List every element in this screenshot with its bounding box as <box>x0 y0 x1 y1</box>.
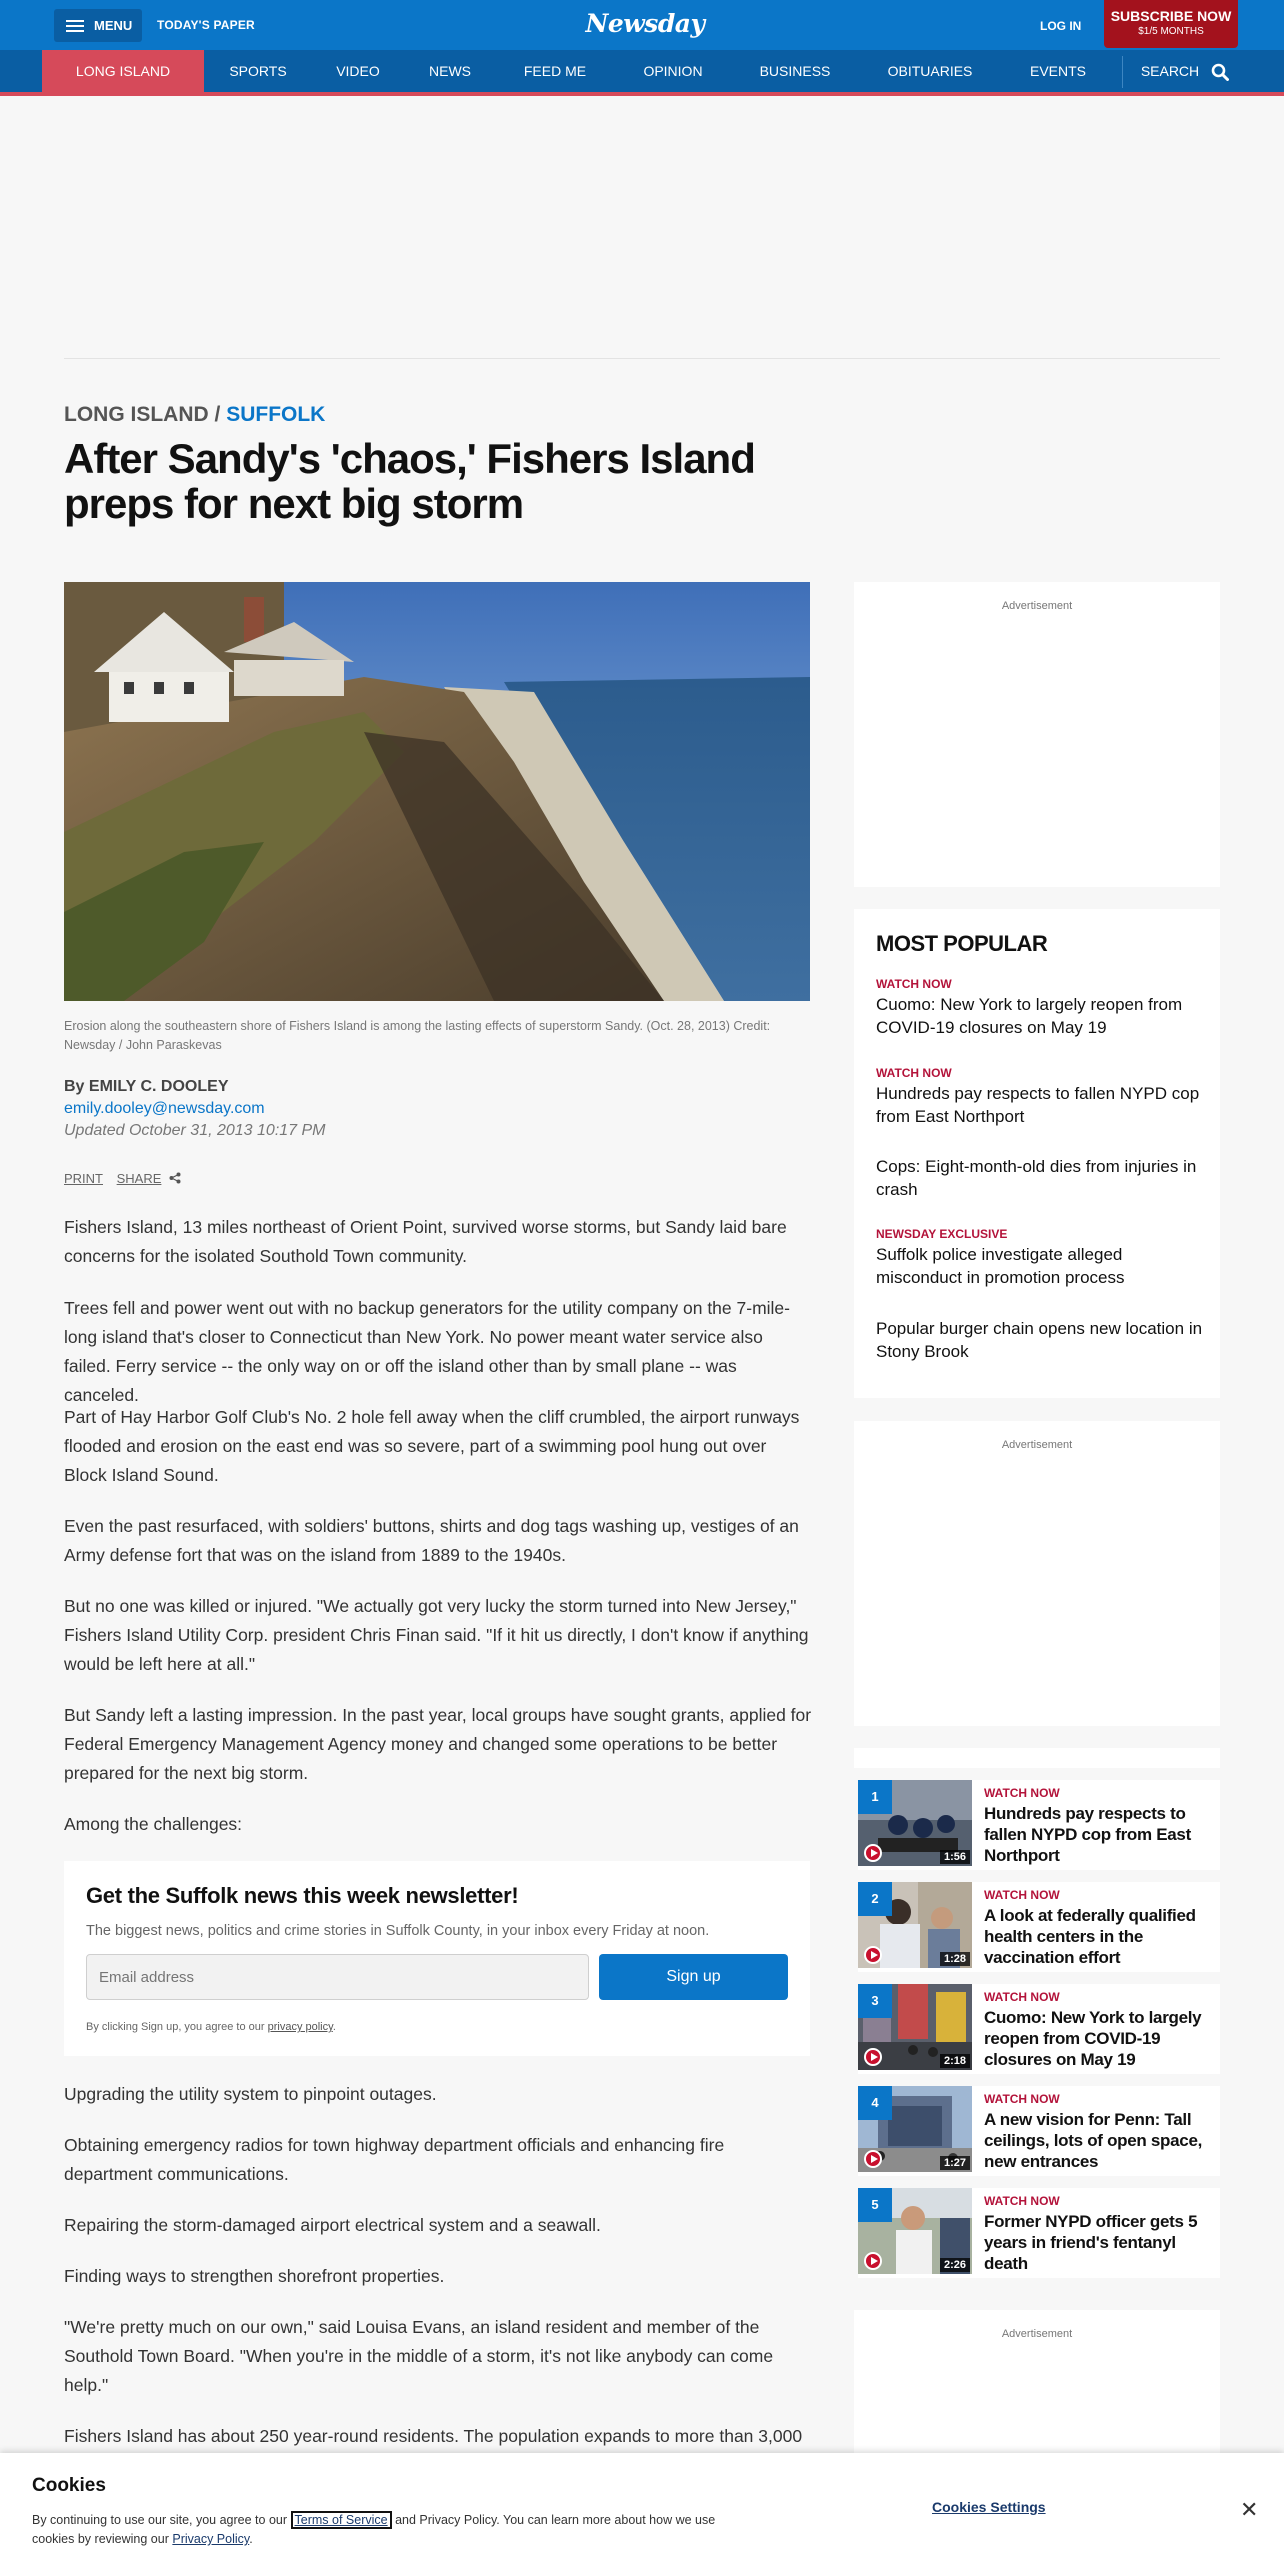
todays-paper-link[interactable]: TODAY'S PAPER <box>157 18 255 32</box>
video-item[interactable] <box>858 2086 1220 2176</box>
video-item[interactable] <box>858 1882 1220 1972</box>
nav-divider <box>1122 56 1123 88</box>
hamburger-icon <box>66 20 84 32</box>
item-headline[interactable]: Suffolk police investigate alleged misconduct in promotion process <box>876 1245 1125 1287</box>
play-icon[interactable] <box>864 1844 882 1862</box>
play-icon[interactable] <box>864 2048 882 2066</box>
cookie-title: Cookies <box>32 2475 106 2496</box>
privacy-policy-link[interactable]: privacy policy <box>267 2021 333 2033</box>
video-title[interactable]: A new vision for Penn: Tall ceilings, lots of open space, new entrances <box>984 2110 1203 2171</box>
play-icon[interactable] <box>864 2150 882 2168</box>
item-headline[interactable]: Hundreds pay respects to fallen NYPD cop from East Northport <box>876 1084 1200 1126</box>
item-headline[interactable]: Cuomo: New York to largely reopen from COVID-19 closures on May 19 <box>876 995 1183 1037</box>
video-thumbnail[interactable] <box>858 1984 972 2070</box>
play-icon[interactable] <box>864 2252 882 2270</box>
newsletter-title: Get the Suffolk news this week newsletter! <box>86 1883 519 1908</box>
video-item[interactable] <box>858 2188 1220 2278</box>
item-headline[interactable]: Popular burger chain opens new location in Stony Brook <box>876 1319 1203 1361</box>
video-list-header <box>854 1748 1220 1768</box>
privacy-policy-link[interactable]: Privacy Policy <box>172 2532 250 2546</box>
nav-item-obituaries[interactable]: OBITUARIES <box>887 63 973 79</box>
item-kicker: WATCH NOW <box>876 1066 952 1080</box>
article-headline: After Sandy's 'chaos,' Fishers Island preps for next big storm <box>64 435 755 527</box>
menu-button[interactable] <box>54 9 142 42</box>
cookie-text <box>32 2511 732 2549</box>
article-paragraph: Fishers Island, 13 miles northeast of Orient Point, survived worse storms, but Sandy laid bare concerns for the isolated Southold Town community. <box>64 1217 787 1266</box>
subscribe-title: SUBSCRIBE NOW <box>1110 8 1232 24</box>
article-paragraph: "We're pretty much on our own," said Louisa Evans, an island resident and member of the Southold Town Board. "When you're in the middle of a storm, it's not like anybody can come help." <box>64 2317 774 2395</box>
author-email-link[interactable]: emily.dooley@newsday.com <box>64 1100 265 1117</box>
article-paragraph: But no one was killed or injured. "We actually got very lucky the storm turned into New Jersey," Fishers Island Utility Corp. president Chris Finan said. "If it hit us directly, I don't know if anything would be left here at all." <box>64 1596 809 1674</box>
newsletter-fine-print <box>86 2021 336 2033</box>
nav-item-video[interactable]: VIDEO <box>336 63 380 79</box>
rank-badge: 5 <box>858 2188 892 2222</box>
ad-slot <box>854 2310 1220 2460</box>
nav-item-feed-me[interactable]: FEED ME <box>523 63 587 79</box>
rank-badge: 4 <box>858 2086 892 2120</box>
video-duration: 1:56 <box>940 1850 970 1864</box>
video-thumbnail[interactable] <box>858 2188 972 2274</box>
video-kicker: WATCH NOW <box>984 1888 1060 1902</box>
nav-item-business[interactable]: BUSINESS <box>759 63 831 79</box>
subscribe-button[interactable] <box>1104 0 1238 48</box>
most-popular-item[interactable] <box>876 977 1206 1039</box>
ad-slot <box>854 1421 1220 1726</box>
video-kicker: WATCH NOW <box>984 2194 1060 2208</box>
subscribe-price: $1/5 MONTHS <box>1138 26 1204 37</box>
sign-up-button[interactable]: Sign up <box>599 1954 788 2000</box>
video-kicker: WATCH NOW <box>984 1990 1060 2004</box>
newsday-logo[interactable]: Newsday <box>585 9 705 38</box>
article-paragraph: Among the challenges: <box>64 1814 243 1834</box>
item-kicker: WATCH NOW <box>876 977 952 991</box>
article-paragraph: Finding ways to strengthen shorefront properties. <box>64 2266 445 2286</box>
article-paragraph: Trees fell and power went out with no backup generators for the utility company on the 7-mile-long island that's closer to Connecticut than New York. No power meant water service also failed. Ferry service -- the only way on or off the island other than by small plane -- was canceled. <box>64 1298 790 1405</box>
video-thumbnail[interactable] <box>858 1882 972 1968</box>
cookies-settings-button[interactable]: Cookies Settings <box>932 2499 1046 2515</box>
video-kicker: WATCH NOW <box>984 2092 1060 2106</box>
cookie-banner <box>0 2453 1284 2568</box>
ad-slot <box>854 582 1220 887</box>
item-kicker: NEWSDAY EXCLUSIVE <box>876 1227 1008 1241</box>
article-tools <box>64 1171 181 1186</box>
login-link[interactable]: LOG IN <box>1040 19 1082 33</box>
nav-item-opinion[interactable]: OPINION <box>643 63 703 79</box>
cookie-text-1: By continuing to use our site, you agree to our <box>32 2513 288 2527</box>
nav-item-sports[interactable]: SPORTS <box>229 63 287 79</box>
rank-badge: 1 <box>858 1780 892 1814</box>
rank-badge: 3 <box>858 1984 892 2018</box>
most-popular-item[interactable] <box>876 1155 1206 1201</box>
article-paragraph: Obtaining emergency radios for town highway department officials and enhancing fire department communications. <box>64 2135 725 2184</box>
menu-label: MENU <box>94 18 133 33</box>
search-label[interactable]: SEARCH <box>1140 63 1200 79</box>
updated-timestamp: Updated October 31, 2013 10:17 PM <box>64 1122 326 1139</box>
cookie-text-2: and Privacy Policy. You can learn more about how we use cookies by reviewing our <box>32 2513 716 2546</box>
print-link[interactable]: PRINT <box>64 1171 103 1186</box>
cookie-text-3: . <box>249 2532 253 2546</box>
video-duration: 1:28 <box>940 1952 970 1966</box>
fine-print-text: By clicking Sign up, you agree to our <box>86 2021 265 2033</box>
ad-label: Advertisement <box>1001 1439 1073 1451</box>
most-popular-panel <box>854 909 1220 1398</box>
video-thumbnail[interactable] <box>858 1780 972 1866</box>
video-item[interactable] <box>858 1780 1220 1870</box>
video-kicker: WATCH NOW <box>984 1786 1060 1800</box>
section-nav <box>0 50 1284 96</box>
newsletter-signup <box>64 1861 810 2056</box>
image-caption: Erosion along the southeastern shore of Fishers Island is among the lasting effects of superstorm Sandy. (Oct. 28, 2013) Credit: Newsday / John Paraskevas <box>64 1019 771 1052</box>
nav-item-long-island[interactable]: LONG ISLAND <box>42 50 204 92</box>
article-paragraph: Even the past resurfaced, with soldiers' buttons, shirts and dog tags washing up, vestiges of an Army defense fort that was on the island from 1889 to the 1940s. <box>64 1516 799 1565</box>
video-title[interactable]: Hundreds pay respects to fallen NYPD cop from East Northport <box>984 1804 1191 1865</box>
fine-print-end: . <box>332 2021 336 2033</box>
byline: By EMILY C. DOOLEY <box>64 1078 229 1095</box>
newsletter-description: The biggest news, politics and crime stories in Suffolk County, in your inbox every Friday at noon. <box>86 1923 710 1939</box>
email-field[interactable] <box>86 1954 589 2000</box>
most-popular-item[interactable] <box>876 1317 1206 1363</box>
ad-label: Advertisement <box>1001 2328 1073 2340</box>
article-paragraph: Fishers Island has about 250 year-round residents. The population expands to more than 3,000 <box>64 2426 803 2446</box>
breadcrumb <box>64 403 325 427</box>
breadcrumb-subsection[interactable]: SUFFOLK <box>226 403 326 426</box>
top-bar <box>0 0 1284 50</box>
rank-badge: 2 <box>858 1882 892 1916</box>
video-duration: 2:18 <box>940 2054 970 2068</box>
most-popular-item[interactable] <box>876 1066 1206 1128</box>
share-link[interactable]: SHARE <box>116 1171 162 1186</box>
video-duration: 2:26 <box>940 2258 970 2272</box>
article-paragraph: Part of Hay Harbor Golf Club's No. 2 hole fell away when the cliff crumbled, the airport runways flooded and erosion on the east end was so severe, part of a swimming pool hung out over Block Island Sound. <box>64 1407 800 1485</box>
ad-divider <box>64 358 1220 359</box>
breadcrumb-section[interactable]: LONG ISLAND / <box>64 403 221 426</box>
article-paragraph: But Sandy left a lasting impression. In the past year, local groups have sought grants, applied for Federal Emergency Management Agency money and changed some operations to be better prepared for the next big storm. <box>64 1705 812 1783</box>
video-thumbnail[interactable] <box>858 2086 972 2172</box>
most-popular-title: MOST POPULAR <box>876 931 1048 956</box>
article-paragraph: Upgrading the utility system to pinpoint outages. <box>64 2084 437 2104</box>
nav-item-news[interactable]: NEWS <box>429 63 471 79</box>
most-popular-item[interactable] <box>876 1227 1206 1289</box>
video-duration: 1:27 <box>940 2156 970 2170</box>
ad-label: Advertisement <box>1001 600 1073 612</box>
hero-image[interactable] <box>64 582 810 1001</box>
video-item[interactable] <box>858 1984 1220 2074</box>
video-title[interactable]: Former NYPD officer gets 5 years in friend's fentanyl death <box>984 2212 1198 2273</box>
share-icon[interactable] <box>169 1172 181 1184</box>
play-icon[interactable] <box>864 1946 882 1964</box>
video-title[interactable]: Cuomo: New York to largely reopen from COVID-19 closures on May 19 <box>984 2008 1202 2069</box>
item-headline[interactable]: Cops: Eight-month-old dies from injuries in crash <box>876 1157 1197 1199</box>
terms-of-service-link[interactable]: Terms of Service <box>291 2511 392 2529</box>
search-icon[interactable] <box>1211 63 1229 81</box>
video-title[interactable]: A look at federally qualified health centers in the vaccination effort <box>984 1906 1196 1967</box>
close-icon[interactable]: ✕ <box>1240 2497 1259 2522</box>
nav-item-events[interactable]: EVENTS <box>1029 63 1086 79</box>
article-paragraph: Repairing the storm-damaged airport electrical system and a seawall. <box>64 2215 601 2235</box>
